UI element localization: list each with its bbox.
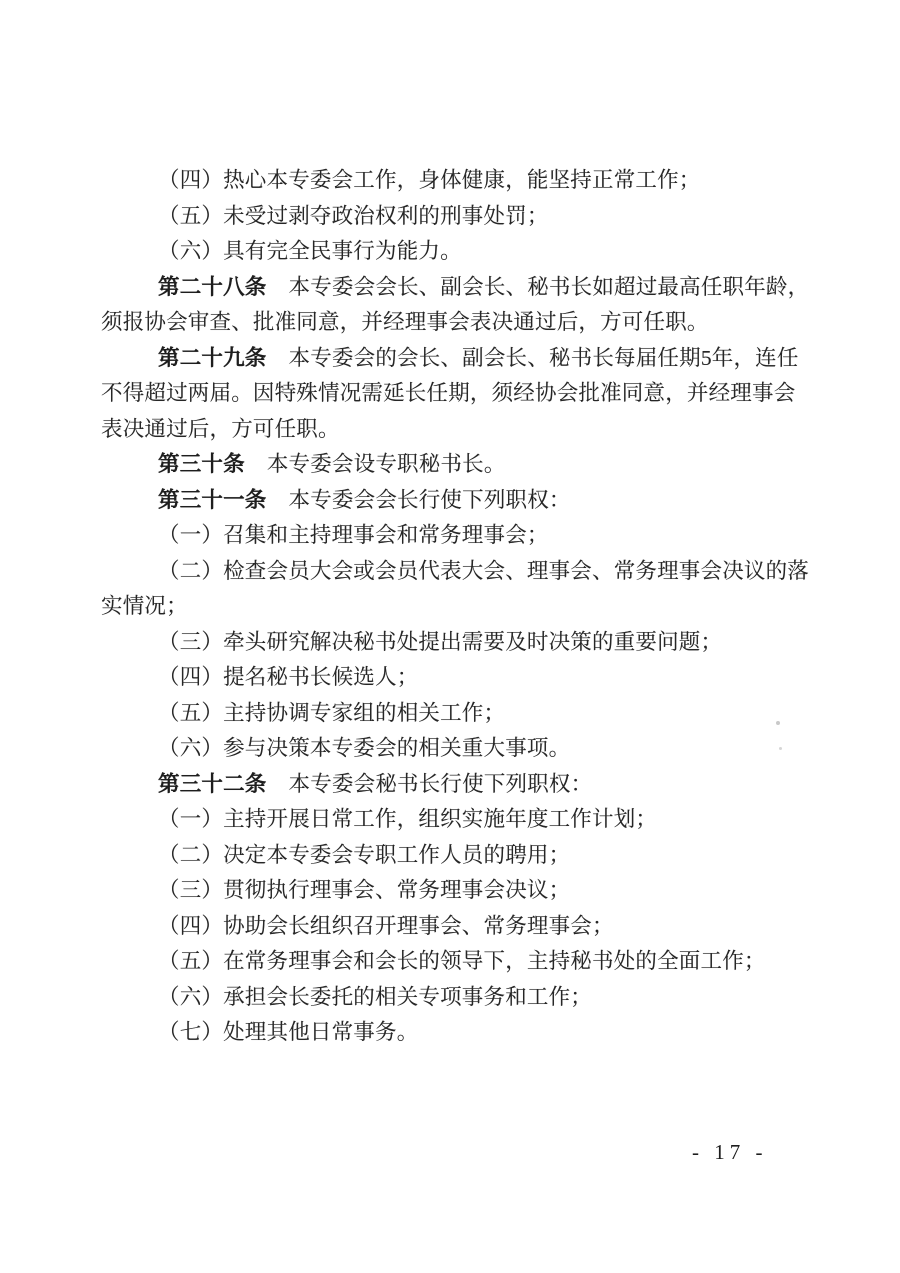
line-text: （五）在常务理事会和会长的领导下，主持秘书处的全面工作； xyxy=(158,949,766,973)
article-number: 第三十二条 xyxy=(158,771,267,796)
line-text: （四）提名秘书长候选人； xyxy=(158,665,419,689)
document-line xyxy=(101,305,807,341)
line-text: （六）参与决策本专委会的相关重大事项。 xyxy=(158,736,571,760)
scan-speck xyxy=(779,747,782,750)
document-line xyxy=(101,554,810,590)
document-line xyxy=(101,199,807,235)
article-line xyxy=(101,341,807,377)
document-line xyxy=(101,909,807,945)
document-line xyxy=(101,980,807,1016)
line-text: （五）主持协调专家组的相关工作； xyxy=(158,700,506,725)
line-text: 表决通过后，方可任职。 xyxy=(101,416,340,441)
line-text: （四）协助会长组织召开理事会、常务理事会； xyxy=(158,913,614,938)
document-line xyxy=(101,838,807,874)
document-line xyxy=(101,163,807,199)
article-number: 第三十一条 xyxy=(158,487,267,512)
article-line xyxy=(101,447,807,483)
document-line xyxy=(101,1015,807,1051)
article-line xyxy=(101,270,810,306)
line-text: （一）主持开展日常工作，组织实施年度工作计划； xyxy=(158,807,658,831)
line-text: （七）处理其他日常事务。 xyxy=(158,1020,419,1044)
article-number: 第三十条 xyxy=(158,452,245,476)
line-text: （二）决定本专委会专职工作人员的聘用； xyxy=(158,842,571,867)
line-text: 本专委会的会长、副会长、秘书长每届任期5年，连任 xyxy=(288,345,799,370)
line-text: 须报协会审查、批准同意，并经理事会表决通过后，方可任职。 xyxy=(101,310,709,334)
document-line xyxy=(101,518,807,554)
scan-speck xyxy=(776,721,780,725)
page-number: - 17 - xyxy=(692,1140,768,1164)
line-text: （六）承担会长委托的相关专项事务和工作； xyxy=(158,984,593,1009)
article-line xyxy=(101,767,807,803)
document-line xyxy=(101,944,807,980)
document-line xyxy=(101,873,807,909)
line-text: （一）召集和主持理事会和常务理事会； xyxy=(158,523,549,547)
line-text: 实情况； xyxy=(101,594,188,618)
document-line xyxy=(101,376,807,412)
article-line xyxy=(101,483,807,519)
document-line xyxy=(101,234,807,270)
line-text: （三）贯彻执行理事会、常务理事会决议； xyxy=(158,878,571,902)
line-text: （六）具有完全民事行为能力。 xyxy=(158,239,462,263)
line-text: （五）未受过剥夺政治权利的刑事处罚； xyxy=(158,203,549,228)
document-line xyxy=(101,625,807,661)
line-text: 本专委会会长、副会长、秘书长如超过最高任职年龄， xyxy=(288,274,810,299)
article-number: 第二十九条 xyxy=(158,345,267,370)
document-line xyxy=(101,660,807,696)
document-line xyxy=(101,589,807,625)
document-line xyxy=(101,731,807,767)
line-text: 本专委会秘书长行使下列职权： xyxy=(288,771,593,796)
document-line xyxy=(101,696,807,732)
line-text: 本专委会设专职秘书长。 xyxy=(266,452,506,476)
line-text: （四）热心本专委会工作，身体健康，能坚持正常工作； xyxy=(158,168,701,192)
line-text: （二）检查会员大会或会员代表大会、理事会、常务理事会决议的落 xyxy=(158,558,810,583)
document-line xyxy=(101,802,807,838)
line-text: （三）牵头研究解决秘书处提出需要及时决策的重要问题； xyxy=(158,629,723,654)
document-line xyxy=(101,412,807,448)
line-text: 本专委会会长行使下列职权： xyxy=(288,487,571,512)
line-text: 不得超过两届。因特殊情况需延长任期，须经协会批准同意，并经理事会 xyxy=(101,381,796,405)
article-number: 第二十八条 xyxy=(158,274,267,299)
document-lines xyxy=(101,163,810,1051)
